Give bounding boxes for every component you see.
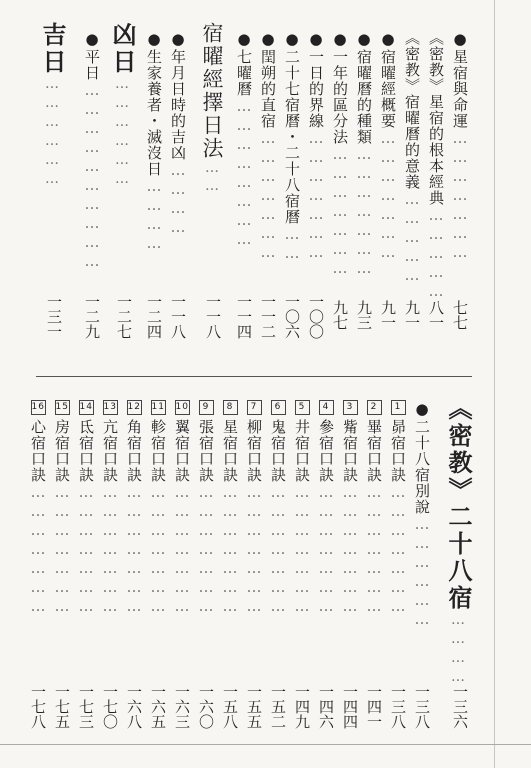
toc-entry[interactable]	[308, 30, 323, 262]
toc-entry[interactable]	[102, 400, 118, 616]
toc-entry-page: 一五五	[245, 684, 263, 729]
entry-number-badge: 13	[103, 400, 118, 415]
leader-dots: …………………	[451, 129, 469, 262]
entry-number-badge: 7	[247, 400, 262, 415]
toc-entry-title: ●二十八宿別說	[413, 400, 431, 515]
toc-entry-title: 參宿口訣	[317, 419, 335, 483]
toc-entry-page: 一一二	[259, 294, 277, 339]
toc-entry[interactable]	[84, 30, 99, 271]
toc-entry[interactable]	[414, 400, 429, 629]
toc-entry-title: 《密教》二十八宿	[444, 396, 473, 612]
toc-entry-page: 一三一	[45, 294, 63, 339]
toc-entry-title: 房宿口訣	[53, 419, 71, 483]
leader-dots: …………………	[125, 483, 143, 616]
leader-dots: …………………………	[83, 81, 101, 271]
toc-entry-title: ●宿曜經概要	[379, 30, 397, 129]
entry-number-badge: 12	[127, 400, 142, 415]
toc-entry-title: ●宿曜曆的種類	[355, 30, 373, 145]
leader-dots: …………	[145, 177, 163, 253]
toc-entry-title: 心宿口訣	[29, 419, 47, 483]
toc-entry[interactable]	[380, 30, 395, 262]
entry-number-badge: 2	[367, 400, 382, 415]
leader-dots: …………………	[29, 483, 47, 616]
leader-dots: …………………	[317, 483, 335, 616]
toc-entry-title: ●生家養者・滅沒日	[145, 30, 163, 177]
leader-dots: ………………	[114, 76, 130, 190]
leader-dots: …………………	[149, 483, 167, 616]
toc-entry[interactable]	[170, 30, 185, 237]
toc-entry[interactable]	[366, 400, 382, 616]
toc-entry-page: 一七八	[29, 684, 47, 729]
toc-entry-page: 一四四	[341, 684, 359, 729]
leader-dots: …………………	[259, 129, 277, 262]
toc-entry-page: 一六五	[149, 684, 167, 729]
toc-entry-title: 翼宿口訣	[173, 419, 191, 483]
leader-dots: …………………	[53, 483, 71, 616]
leader-dots: …………	[450, 612, 466, 688]
leader-dots: …………………	[355, 145, 373, 278]
leader-dots: …………………	[245, 483, 263, 616]
toc-entry-page: 一五八	[221, 684, 239, 729]
toc-entry-page: 一一八	[204, 294, 222, 339]
toc-entry-page: 一三八	[389, 684, 407, 729]
toc-entry-page: 一三六	[451, 684, 469, 729]
entry-number-badge: 15	[55, 400, 70, 415]
toc-entry-page: 一一八	[169, 294, 187, 339]
toc-entry-page: 一〇六	[283, 294, 301, 339]
toc-entry-page: 七七	[451, 300, 469, 330]
toc-entry-page: 九一	[379, 300, 397, 330]
toc-entry-title: 星宿口訣	[221, 419, 239, 483]
leader-dots: …………………	[101, 483, 119, 616]
leader-dots: ……	[204, 160, 220, 196]
toc-entry-page: 九一	[403, 300, 421, 330]
toc-entry[interactable]	[260, 30, 275, 262]
toc-entry[interactable]	[198, 400, 214, 616]
leader-dots: …………………	[389, 483, 407, 616]
toc-entry[interactable]	[428, 30, 443, 301]
toc-entry-title: ●一日的界線	[307, 30, 325, 129]
toc-entry-page: 九三	[355, 300, 373, 330]
toc-entry-page: 九七	[331, 300, 349, 330]
toc-entry-page: 一六〇	[197, 684, 215, 729]
toc-entry-title: 亢宿口訣	[101, 419, 119, 483]
toc-entry-title: 張宿口訣	[197, 419, 215, 483]
toc-entry[interactable]	[246, 400, 262, 616]
toc-entry[interactable]	[146, 30, 161, 253]
toc-entry-title: 氐宿口訣	[77, 419, 95, 483]
toc-entry-title: 凶日	[108, 22, 137, 76]
toc-entry[interactable]	[78, 400, 94, 616]
toc-entry-page: 一四九	[293, 684, 311, 729]
toc-chapter-heading[interactable]	[444, 396, 473, 688]
entry-number-badge: 5	[295, 400, 310, 415]
toc-entry-page: 一二七	[115, 294, 133, 339]
toc-entry[interactable]	[236, 30, 251, 249]
leader-dots: ……	[283, 225, 301, 263]
entry-number-badge: 10	[175, 400, 190, 415]
entry-number-badge: 1	[391, 400, 406, 415]
toc-chapter-heading[interactable]	[201, 22, 222, 196]
toc-entry-page: 一七五	[53, 684, 71, 729]
leader-dots: …………………	[197, 483, 215, 616]
leader-dots: …………………	[379, 129, 397, 262]
toc-entry-page: 一四六	[317, 684, 335, 729]
entry-number-badge: 9	[199, 400, 214, 415]
toc-entry-title: 《密教》宿曜曆的意義	[403, 30, 421, 190]
leader-dots: …………………	[173, 483, 191, 616]
leader-dots: …………………	[221, 483, 239, 616]
toc-entry-title: 吉日	[38, 22, 67, 76]
toc-entry-page: 一五二	[269, 684, 287, 729]
toc-entry-title: ●年月日時的吉凶	[169, 30, 187, 161]
toc-entry-title: ●一年的區分法	[331, 30, 349, 145]
toc-entry-page: 一一四	[235, 294, 253, 339]
leader-dots: …………	[169, 161, 187, 237]
toc-entry-page: 一二四	[145, 294, 163, 339]
toc-entry-title: 昴宿口訣	[389, 419, 407, 483]
toc-entry[interactable]	[452, 30, 467, 262]
toc-chapter-heading[interactable]	[108, 22, 137, 190]
toc-entry[interactable]	[318, 400, 334, 616]
leader-dots: ……………	[403, 190, 421, 285]
toc-entry-title: 鬼宿口訣	[269, 419, 287, 483]
toc-entry-page: 一〇〇	[307, 294, 325, 339]
toc-entry[interactable]	[30, 400, 46, 616]
toc-entry-page: 一三八	[413, 684, 431, 729]
toc-entry-title: ●七曜曆	[235, 30, 253, 97]
leader-dots: ……………	[427, 206, 445, 301]
entry-number-badge: 6	[271, 400, 286, 415]
toc-entry-page: 一二九	[83, 294, 101, 339]
entry-number-badge: 4	[319, 400, 334, 415]
toc-entry-title: ●平日	[83, 30, 101, 81]
toc-entry[interactable]	[150, 400, 166, 616]
toc-entry-title: 角宿口訣	[125, 419, 143, 483]
toc-entry[interactable]	[270, 400, 286, 616]
toc-entry-title: 柳宿口訣	[245, 419, 263, 483]
leader-dots: …………………	[341, 483, 359, 616]
toc-entry[interactable]	[284, 30, 299, 263]
toc-entry-page: 一四一	[365, 684, 383, 729]
toc-entry[interactable]	[54, 400, 70, 616]
entry-number-badge: 16	[31, 400, 46, 415]
toc-entry-title: 井宿口訣	[293, 419, 311, 483]
leader-dots: …………………	[77, 483, 95, 616]
toc-entry[interactable]	[222, 400, 238, 616]
entry-number-badge: 11	[151, 400, 166, 415]
entry-number-badge: 3	[343, 400, 358, 415]
leader-dots: ………………	[44, 76, 60, 190]
toc-entry-page: 一六八	[125, 684, 143, 729]
toc-entry[interactable]	[356, 30, 371, 278]
leader-dots: ………………	[413, 515, 431, 629]
toc-entry-title: 畢宿口訣	[365, 419, 383, 483]
toc-entry-title: 宿曜經擇日法	[200, 22, 224, 160]
entry-number-badge: 14	[79, 400, 94, 415]
toc-entry-title: 軫宿口訣	[149, 419, 167, 483]
toc-entry[interactable]	[342, 400, 358, 616]
toc-entry-title: 《密教》星宿的根本經典	[427, 30, 445, 206]
leader-dots: …………………	[331, 145, 349, 278]
toc-entry-page: 一六三	[173, 684, 191, 729]
toc-entry[interactable]	[404, 30, 419, 285]
toc-entry[interactable]	[294, 400, 310, 616]
toc-entry[interactable]	[126, 400, 142, 616]
toc-entry[interactable]	[174, 400, 190, 616]
toc-entry-title: ●閏朔的直宿	[259, 30, 277, 129]
toc-entry-title: ●二十七宿曆・二十八宿曆	[283, 30, 301, 225]
toc-entry-title: ●星宿與命運	[451, 30, 469, 129]
toc-chapter-heading[interactable]	[38, 22, 67, 190]
toc-entry-page: 八一	[427, 300, 445, 330]
leader-dots: …………………	[365, 483, 383, 616]
entry-number-badge: 8	[223, 400, 238, 415]
toc-entry[interactable]	[332, 30, 347, 278]
toc-entry[interactable]	[390, 400, 406, 616]
toc-entry-page: 一七三	[77, 684, 95, 729]
toc-entry-page: 一七〇	[101, 684, 119, 729]
leader-dots: …………………	[269, 483, 287, 616]
leader-dots: ……………………	[235, 97, 253, 249]
leader-dots: …………………	[307, 129, 325, 262]
leader-dots: …………………	[293, 483, 311, 616]
toc-entry-title: 觜宿口訣	[341, 419, 359, 483]
